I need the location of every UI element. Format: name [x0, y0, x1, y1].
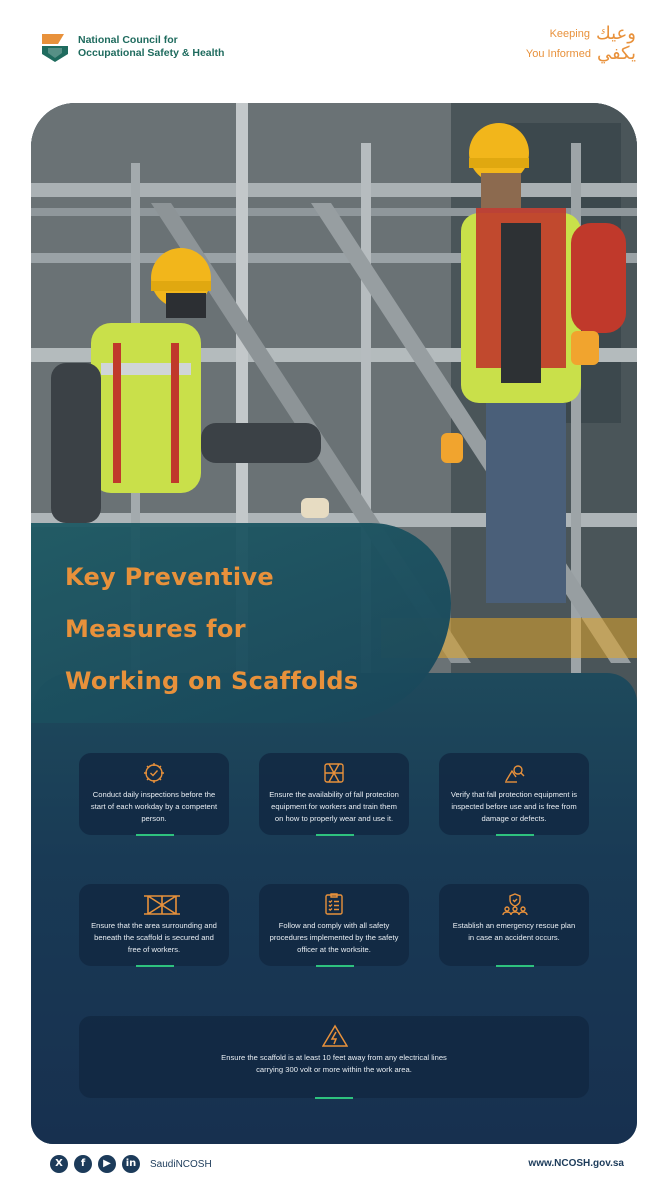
card-underline	[316, 965, 354, 967]
measure-text: Follow and comply with all safety procedures implemented by the safety officer at the worksite.	[269, 921, 399, 954]
measure-text: Ensure the availability of fall protection equipment for workers and train them on how to properly wear and use it.	[269, 790, 399, 823]
tagline-ar-line1: وعيك	[595, 23, 636, 44]
measure-text: Establish an emergency rescue plan in case an accident occurs.	[452, 921, 576, 942]
x-icon[interactable]: X	[50, 1155, 68, 1173]
measure-text: Conduct daily inspections before the start of each workday by a competent person.	[90, 790, 218, 823]
measure-text: Ensure that the area surrounding and beneath the scaffold is secured and free of workers.	[91, 921, 217, 954]
card-underline	[136, 965, 174, 967]
social-bar	[50, 1155, 212, 1173]
harness-icon	[322, 761, 346, 785]
card-underline	[316, 834, 354, 836]
ncosh-logo	[40, 30, 224, 64]
measure-card-equipment-inspection	[439, 753, 589, 835]
team-shield-icon	[502, 892, 526, 916]
card-underline	[136, 834, 174, 836]
linkedin-icon[interactable]: in	[122, 1155, 140, 1173]
org-name-line1: National Council for	[78, 34, 178, 46]
page-title	[65, 551, 405, 707]
website-link[interactable]: www.NCOSH.gov.sa	[528, 1158, 624, 1169]
tagline-ar-line2: يكفي	[596, 43, 636, 64]
tagline-en-line1: Keeping	[549, 28, 590, 40]
card-underline	[496, 965, 534, 967]
youtube-icon[interactable]: ▶	[98, 1155, 116, 1173]
social-handle[interactable]: SaudiNCOSH	[150, 1158, 212, 1170]
scaffold-icon	[142, 892, 166, 916]
tagline-en-line2: You Informed	[525, 48, 591, 60]
title-line1: Key Preventive	[65, 563, 274, 591]
measure-card-secure-area	[79, 884, 229, 966]
tagline	[526, 24, 636, 64]
measure-card-fall-protection	[259, 753, 409, 835]
main-card	[31, 103, 637, 1144]
measure-card-daily-inspection	[79, 753, 229, 835]
gear-check-icon	[142, 761, 166, 785]
card-underline	[315, 1097, 353, 1099]
electric-warning-icon	[322, 1024, 346, 1048]
measure-card-electrical-distance	[79, 1016, 589, 1098]
measure-text: Verify that fall protection equipment is inspected before use and is free from damage or defects.	[450, 790, 578, 823]
org-name-line2: Occupational Safety & Health	[78, 47, 225, 59]
checklist-icon	[322, 892, 346, 916]
title-line3: Working on Scaffolds	[65, 667, 359, 695]
facebook-icon[interactable]: f	[74, 1155, 92, 1173]
measure-card-rescue-plan	[439, 884, 589, 966]
inspection-icon	[502, 761, 526, 785]
measure-card-follow-procedures	[259, 884, 409, 966]
card-underline	[496, 834, 534, 836]
ncosh-logo-icon	[40, 30, 70, 64]
title-line2: Measures for	[65, 615, 246, 643]
measure-text: Ensure the scaffold is at least 10 feet away from any electrical lines carrying 300 volt or more within the work area.	[221, 1053, 447, 1074]
